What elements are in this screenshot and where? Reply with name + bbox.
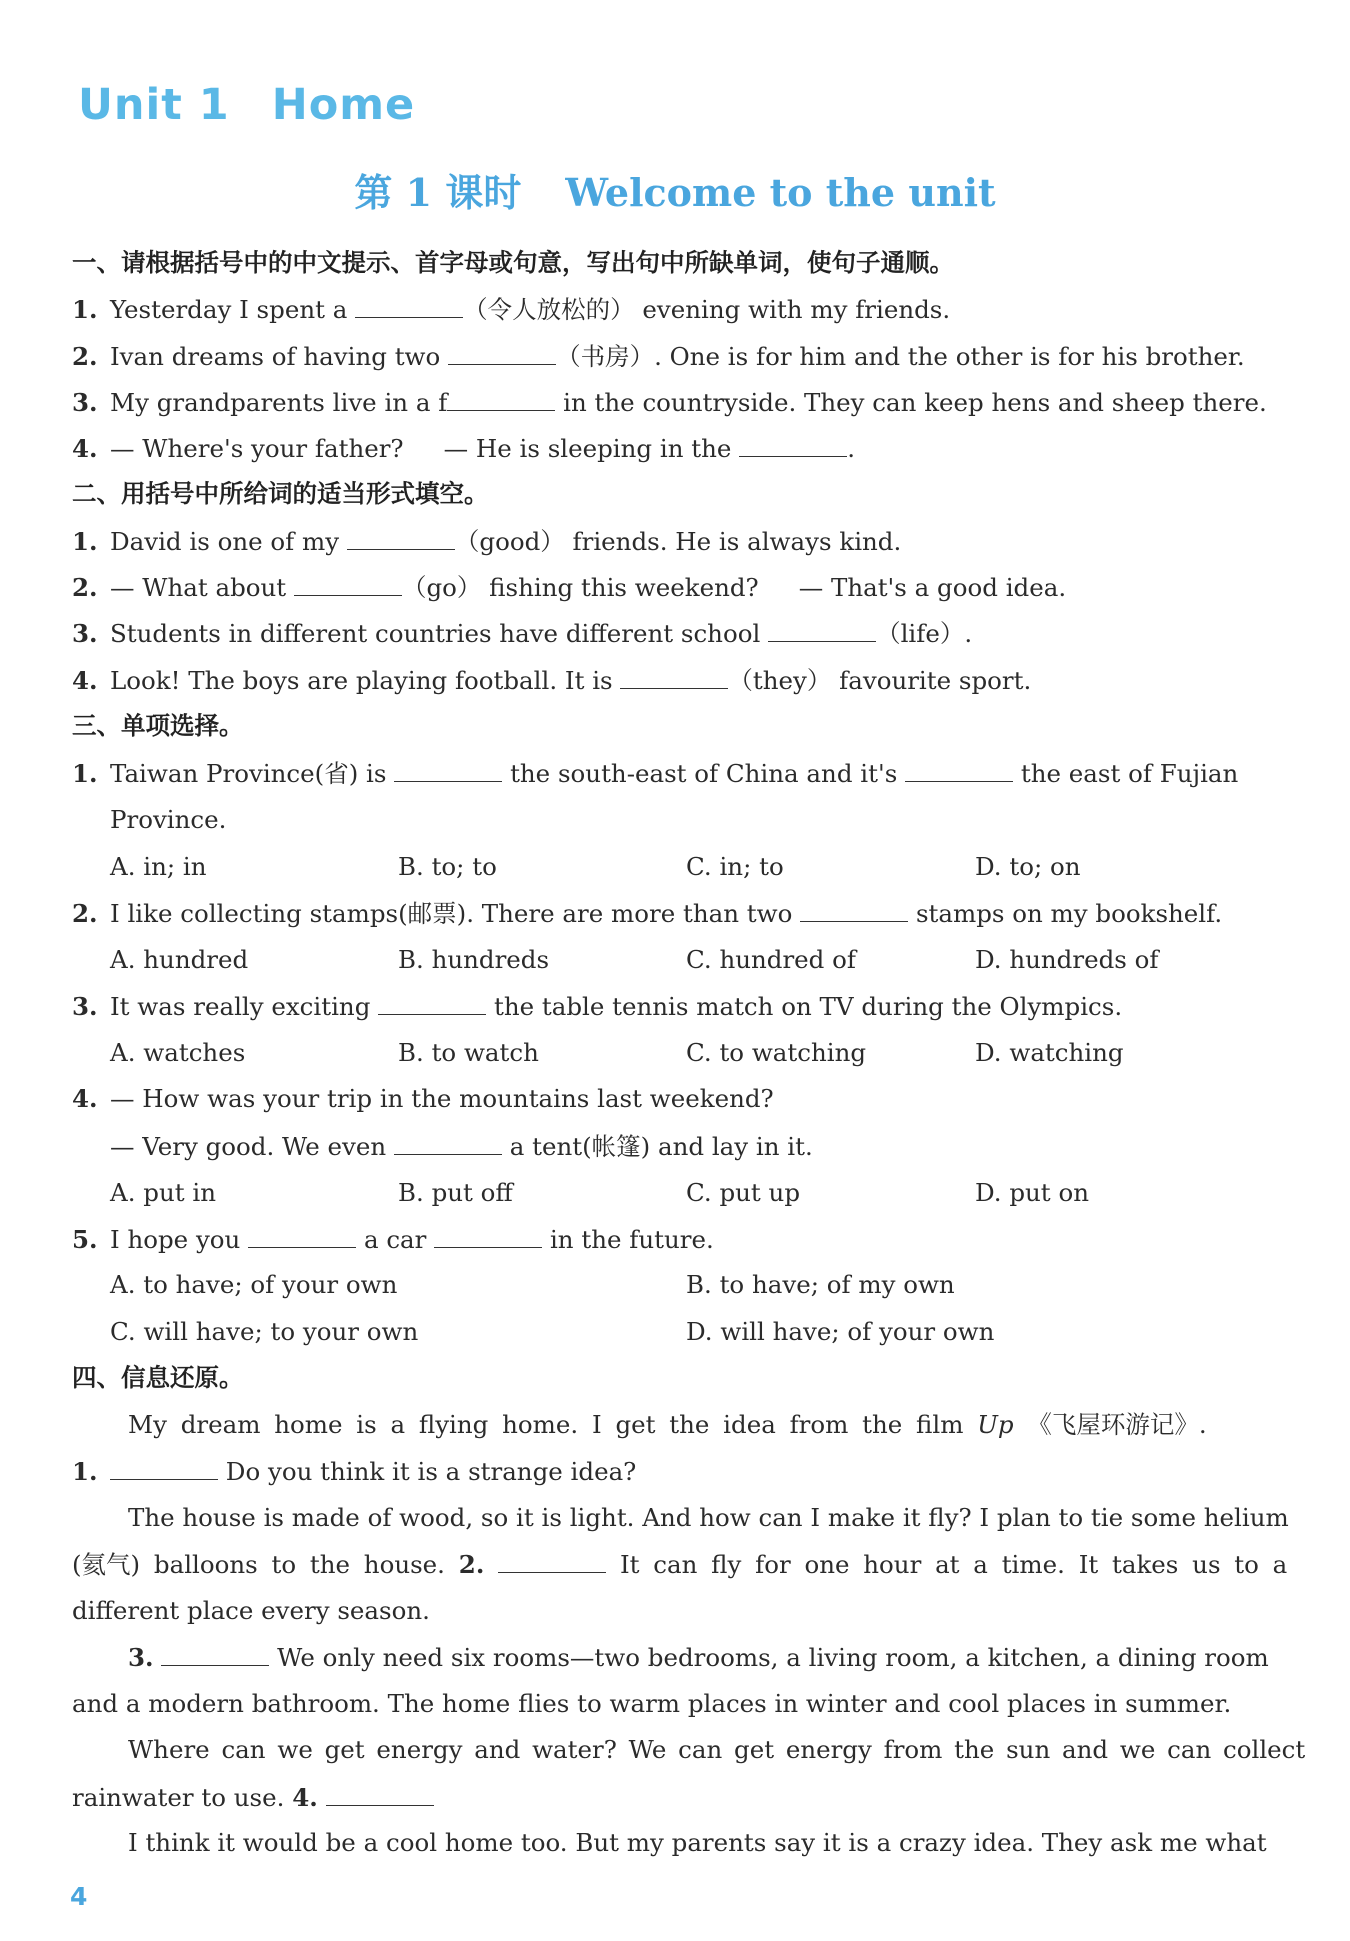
answer-blank[interactable] (326, 1781, 434, 1806)
section-1-title: 一、请根据括号中的中文提示、首字母或句意，写出句中所缺单词，使句子通顺。 (72, 248, 954, 277)
option-d[interactable]: D. put on (975, 1178, 1089, 1207)
answer-blank[interactable] (248, 1223, 356, 1248)
passage-line-6: 3. We only need six rooms—two bedrooms, a living room, a kitchen, a dining room (128, 1643, 1269, 1672)
answer-blank[interactable] (434, 1223, 542, 1248)
passage-line-1: My dream home is a flying home. I get the idea from the film Up 《飞屋环游记》. (128, 1410, 1207, 1439)
answer-blank[interactable] (768, 617, 876, 642)
passage-line-5: different place every season. (72, 1596, 430, 1625)
option-a[interactable]: A. to have; of your own (110, 1270, 398, 1299)
s3-question-4-cont: — Very good. We even a tent(帐篷) and lay in it. (110, 1132, 813, 1161)
option-b[interactable]: B. to watch (398, 1038, 539, 1067)
s3-question-5: 5. I hope you a car in the future. (72, 1225, 714, 1254)
option-d[interactable]: D. to; on (975, 852, 1081, 881)
option-a[interactable]: A. hundred (110, 945, 249, 974)
s3-question-2: 2. I like collecting stamps(邮票). There are more than two stamps on my bookshelf. (72, 899, 1223, 928)
answer-blank[interactable] (498, 1548, 606, 1573)
option-b[interactable]: B. put off (398, 1178, 513, 1207)
passage-line-4: (氦气) balloons to the house. 2. It can fly for one hour at a time. It takes us to a (72, 1550, 1288, 1579)
s1-question-1: 1. Yesterday I spent a （令人放松的） evening with my friends. (72, 295, 951, 324)
section-4-title: 四、信息还原。 (72, 1363, 244, 1392)
answer-blank[interactable] (347, 525, 455, 550)
option-b[interactable]: B. to; to (398, 852, 497, 881)
s1-question-4: 4. — Where's your father? — He is sleeping in the . (72, 434, 856, 463)
option-d[interactable]: D. hundreds of (975, 945, 1159, 974)
answer-blank[interactable] (448, 340, 556, 365)
passage-line-2: 1. Do you think it is a strange idea? (72, 1457, 637, 1486)
option-b[interactable]: B. to have; of my own (686, 1270, 955, 1299)
passage-line-10: I think it would be a cool home too. But my parents say it is a crazy idea. They ask me what (128, 1828, 1267, 1857)
option-c[interactable]: C. in; to (686, 852, 784, 881)
s2-question-2: 2. — What about （go） fishing this weekend? — That's a good idea. (72, 573, 1067, 602)
page-number: 4 (70, 1882, 88, 1911)
option-c[interactable]: C. hundred of (686, 945, 856, 974)
answer-blank[interactable] (355, 293, 463, 318)
s3-question-1: 1. Taiwan Province(省) is the south-east of China and it's the east of Fujian (72, 759, 1239, 788)
answer-blank[interactable] (394, 757, 502, 782)
option-c[interactable]: C. will have; to your own (110, 1317, 419, 1346)
option-d[interactable]: D. will have; of your own (686, 1317, 995, 1346)
s2-question-1: 1. David is one of my （good） friends. He is always kind. (72, 527, 902, 556)
s3-question-4: 4. — How was your trip in the mountains last weekend? (72, 1084, 774, 1113)
s3-question-3: 3. It was really exciting the table tennis match on TV during the Olympics. (72, 992, 1123, 1021)
section-2-title: 二、用括号中所给词的适当形式填空。 (72, 479, 489, 508)
s2-question-4: 4. Look! The boys are playing football. It is （they） favourite sport. (72, 666, 1032, 695)
answer-blank[interactable] (739, 432, 847, 457)
option-d[interactable]: D. watching (975, 1038, 1124, 1067)
passage-line-7: and a modern bathroom. The home flies to warm places in winter and cool places in summer. (72, 1689, 1232, 1718)
passage-line-9: rainwater to use. 4. (72, 1781, 434, 1814)
answer-blank[interactable] (800, 897, 908, 922)
option-a[interactable]: A. watches (110, 1038, 246, 1067)
answer-blank[interactable] (447, 386, 555, 411)
option-c[interactable]: C. to watching (686, 1038, 867, 1067)
s2-question-3: 3. Students in different countries have different school （life）. (72, 619, 973, 648)
answer-blank[interactable] (161, 1641, 269, 1666)
s1-question-2: 2. Ivan dreams of having two （书房）. One is for him and the other is for his brother. (72, 342, 1245, 371)
answer-blank[interactable] (620, 664, 728, 689)
unit-title: Unit 1 Home (78, 80, 416, 130)
answer-blank[interactable] (905, 757, 1013, 782)
option-b[interactable]: B. hundreds (398, 945, 550, 974)
s3-question-1-cont: Province. (110, 805, 227, 834)
answer-blank[interactable] (394, 1130, 502, 1155)
s1-question-3: 3. My grandparents live in a f in the countryside. They can keep hens and sheep there. (72, 388, 1267, 417)
answer-blank[interactable] (294, 571, 402, 596)
option-a[interactable]: A. put in (110, 1178, 216, 1207)
passage-line-3: The house is made of wood, so it is light. And how can I make it fly? I plan to tie some helium (128, 1503, 1289, 1532)
answer-blank[interactable] (378, 990, 486, 1015)
passage-line-8: Where can we get energy and water? We can get energy from the sun and we can collect (128, 1735, 1306, 1764)
option-a[interactable]: A. in; in (110, 852, 207, 881)
option-c[interactable]: C. put up (686, 1178, 801, 1207)
section-3-title: 三、单项选择。 (72, 711, 244, 740)
answer-blank[interactable] (110, 1455, 218, 1480)
lesson-title: 第 1 课时 Welcome to the unit (354, 170, 996, 215)
